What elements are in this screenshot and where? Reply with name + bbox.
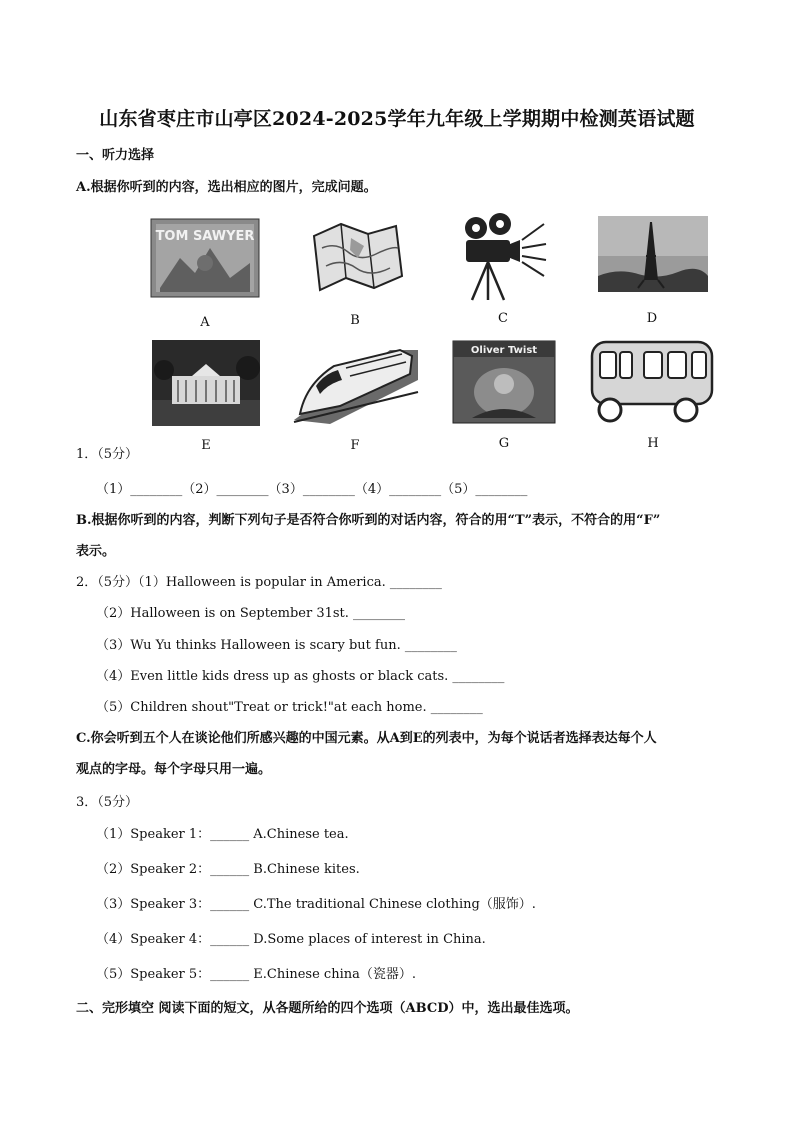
caption-h: H <box>647 436 659 451</box>
picture-a-book-cover <box>150 218 260 306</box>
eiffel-tower-icon <box>598 216 708 292</box>
part-c-instruction: C.你会听到五个人在谈论他们所感兴趣的中国元素。从A到E的列表中，为每个说话者选择表达每个人 <box>76 731 657 746</box>
book-cover-icon <box>452 340 556 424</box>
picture-b-map <box>306 218 416 306</box>
question-3-label: 3．（5分） <box>76 795 139 810</box>
picture-f-high-speed-train <box>290 340 400 428</box>
high-speed-train-icon <box>290 340 420 426</box>
section-2-heading: 二、完形填空 阅读下面的短文，从各题所给的四个选项（ABCD）中，选出最佳选项。 <box>76 1001 579 1016</box>
statement-item: （2）Halloween is on September 31st. ________ <box>96 606 406 621</box>
movie-camera-icon <box>458 210 548 302</box>
statement-item: （4）Even little kids dress up as ghosts or black cats. ________ <box>96 669 505 684</box>
picture-g-book-cover <box>452 340 562 428</box>
picture-c-movie-camera <box>458 210 568 298</box>
book-a-title: TOM SAWYER <box>155 229 255 244</box>
speaker-item: （4）Speaker 4：______ D.Some places of interest in China. <box>96 932 486 947</box>
statement-item: （1）Halloween is popular in America. ________ <box>138 575 442 590</box>
caption-f: F <box>350 438 360 453</box>
map-icon <box>306 218 406 298</box>
picture-h-bus <box>588 334 698 422</box>
question-1-answer-blanks: （1）________（2）________（3）________（4）________（5）________ <box>96 482 528 497</box>
question-1-label: 1．（5分） <box>76 447 139 462</box>
book-cover-icon <box>150 218 260 298</box>
picture-d-eiffel-tower <box>598 216 708 304</box>
question-2-label: 2．（5分） <box>76 575 139 590</box>
question-2-row <box>76 571 442 590</box>
caption-e: E <box>201 438 211 453</box>
book-g-title: Oliver Twist <box>470 345 538 356</box>
speaker-item: （1）Speaker 1：______ A.Chinese tea. <box>96 827 349 842</box>
statement-item: （3）Wu Yu thinks Halloween is scary but fun. ________ <box>96 638 457 653</box>
bus-icon <box>588 334 716 428</box>
speaker-item: （2）Speaker 2：______ B.Chinese kites. <box>96 862 360 877</box>
caption-g: G <box>498 436 510 451</box>
part-a-instruction: A.根据你听到的内容，选出相应的图片，完成问题。 <box>76 180 377 195</box>
speaker-item: （3）Speaker 3：______ C.The traditional Chinese clothing（服饰）. <box>96 897 536 912</box>
caption-a: A <box>200 315 210 330</box>
white-house-icon <box>152 340 260 426</box>
part-b-instruction: B.根据你听到的内容，判断下列句子是否符合你听到的对话内容，符合的用“T”表示，不符合的用“F” <box>76 513 661 528</box>
page-title: 山东省枣庄市山亭区2024-2025学年九年级上学期期中检测英语试题 <box>99 108 695 130</box>
caption-c: C <box>498 311 508 326</box>
caption-b: B <box>350 313 360 328</box>
statement-item: （5）Children shout"Treat or trick!"at each home. ________ <box>96 700 483 715</box>
part-b-instruction-cont: 表示。 <box>76 544 116 559</box>
section-1-heading: 一、听力选择 <box>76 148 155 163</box>
picture-e-white-house <box>152 340 262 428</box>
speaker-item: （5）Speaker 5：______ E.Chinese china（瓷器）. <box>96 967 416 982</box>
caption-d: D <box>646 311 658 326</box>
part-c-instruction-cont: 观点的字母。每个字母只用一遍。 <box>76 762 272 777</box>
